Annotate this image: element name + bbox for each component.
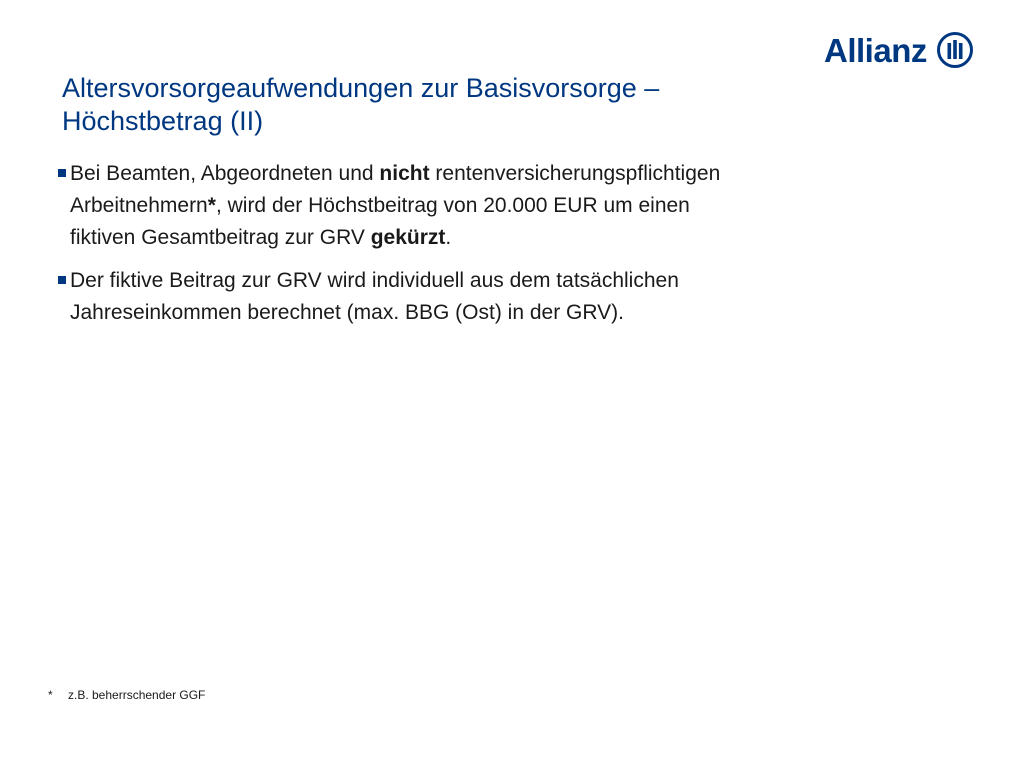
bullet-1-text: Arbeitnehmern bbox=[70, 194, 208, 217]
bullet-2-text: Der fiktive Beitrag zur GRV wird individuell aus dem tatsächlichen bbox=[70, 269, 679, 292]
allianz-logo bbox=[824, 28, 976, 72]
bullet-1-bold-nicht: nicht bbox=[379, 162, 430, 185]
bullet-2-text: Jahreseinkommen berechnet (max. BBG (Ost) in der GRV). bbox=[70, 301, 624, 324]
square-bullet-icon bbox=[58, 276, 66, 284]
slide-title bbox=[62, 72, 822, 138]
footnote-marker: * bbox=[48, 688, 53, 702]
bullet-item-2 bbox=[70, 265, 890, 329]
bullet-1-text: . bbox=[445, 226, 452, 249]
bullet-list bbox=[70, 158, 890, 340]
footnote-text: z.B. beherrschender GGF bbox=[68, 688, 206, 702]
title-line-2: Höchstbetrag (II) bbox=[62, 106, 264, 136]
bullet-1-text: rentenversicherungspflichtigen bbox=[429, 162, 721, 185]
title-line-1: Altersvorsorgeaufwendungen zur Basisvorsorge – bbox=[62, 73, 660, 103]
bullet-1-asterisk: * bbox=[207, 194, 216, 217]
footnote bbox=[48, 688, 205, 702]
bullet-1-text: fiktiven Gesamtbeitrag zur GRV bbox=[70, 226, 371, 249]
bullet-item-1 bbox=[70, 158, 890, 254]
bullet-1-bold-gekuerzt: gekürzt bbox=[370, 226, 446, 249]
allianz-eagle-icon bbox=[936, 31, 974, 69]
logo-wordmark: Allianz bbox=[824, 31, 927, 69]
bullet-1-text: Bei Beamten, Abgeordneten und bbox=[70, 162, 380, 185]
bullet-1-text: , wird der Höchstbeitrag von 20.000 EUR um einen bbox=[215, 194, 690, 217]
square-bullet-icon bbox=[58, 169, 66, 177]
